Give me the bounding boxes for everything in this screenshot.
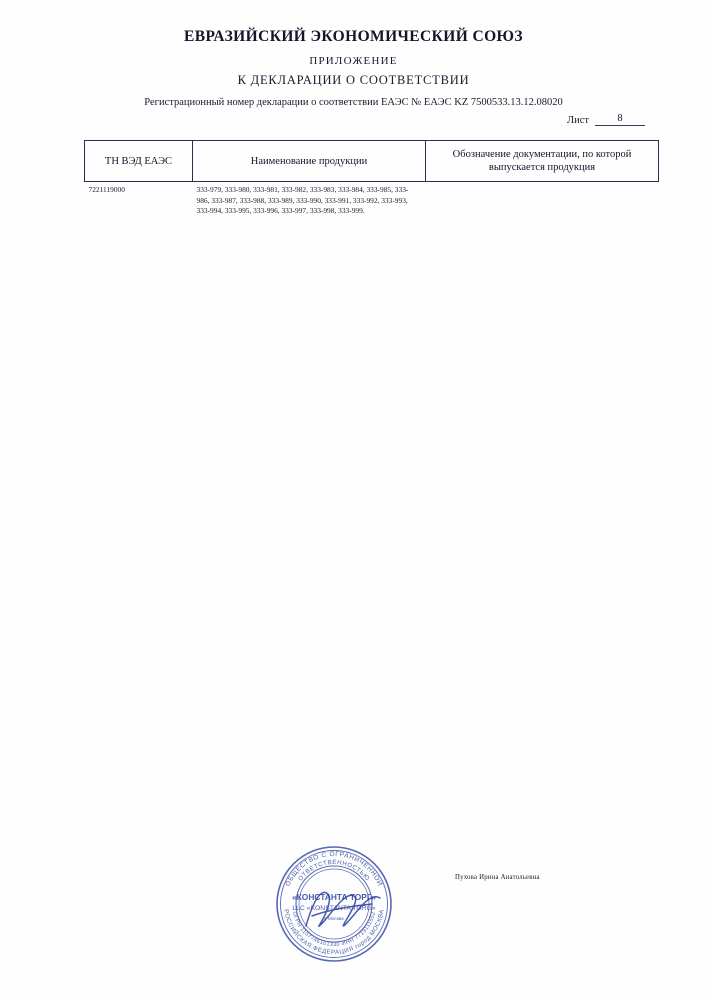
svg-text:ОТВЕТСТВЕННОСТЬЮ: ОТВЕТСТВЕННОСТЬЮ bbox=[297, 858, 371, 883]
table-header-product-name: Наименование продукции bbox=[193, 141, 426, 182]
page-title: ЕВРАЗИЙСКИЙ ЭКОНОМИЧЕСКИЙ СОЮЗ bbox=[184, 28, 523, 45]
document-subtitle-declaration: К ДЕКЛАРАЦИИ О СООТВЕТСТВИИ bbox=[237, 73, 470, 87]
company-stamp bbox=[268, 838, 400, 970]
svg-text:ОБЩЕСТВО С ОГРАНИЧЕННОЙ: ОБЩЕСТВО С ОГРАНИЧЕННОЙ bbox=[284, 850, 384, 888]
svg-text:LLC «KONSTANTA TORG»: LLC «KONSTANTA TORG» bbox=[292, 905, 376, 912]
signer-name: Пухова Ирина Анатольевна bbox=[455, 874, 540, 881]
svg-text:РОССИЙСКАЯ ФЕДЕРАЦИЯ город МОС: РОССИЙСКАЯ ФЕДЕРАЦИЯ город МОСКВА bbox=[282, 908, 386, 957]
table-header-documentation: Обозначение документации, по которой выпускается продукция bbox=[426, 141, 659, 182]
document-subtitle-appendix: ПРИЛОЖЕНИЕ bbox=[309, 55, 398, 67]
document-header bbox=[0, 0, 707, 108]
table-header-row bbox=[85, 141, 659, 182]
cell-documentation bbox=[426, 182, 659, 220]
cell-product-name: 333-979, 333-980, 333-981, 333-982, 333-983, 333-984, 333-985, 333-986, 333-987, 333-988, 333-989, 333-990, 333-991, 333-992, 333-993, 333-994, 333-995, 333-996, 333-997, 333-998, 333-999. bbox=[196, 185, 409, 216]
svg-text:«КОНСТАНТА ТОРГ»: «КОНСТАНТА ТОРГ» bbox=[292, 892, 376, 902]
cell-tnved-code: 7221119000 bbox=[88, 185, 125, 195]
svg-text:г. Москва: г. Москва bbox=[324, 916, 344, 921]
table-header-tnved: ТН ВЭД ЕАЭС bbox=[85, 141, 193, 182]
product-table bbox=[84, 140, 659, 220]
sheet-value: 8 bbox=[595, 113, 645, 126]
sheet-label: Лист bbox=[567, 115, 589, 126]
svg-text:ОГРН 1157746161330 ИНН 7719111: ОГРН 1157746161330 ИНН 7719111552 bbox=[290, 910, 378, 949]
registration-number-line: Регистрационный номер декларации о соответствии ЕАЭС № ЕАЭС KZ 7500533.13.12.08020 bbox=[144, 97, 563, 108]
sheet-number-row bbox=[567, 113, 645, 126]
table-row bbox=[85, 182, 659, 220]
